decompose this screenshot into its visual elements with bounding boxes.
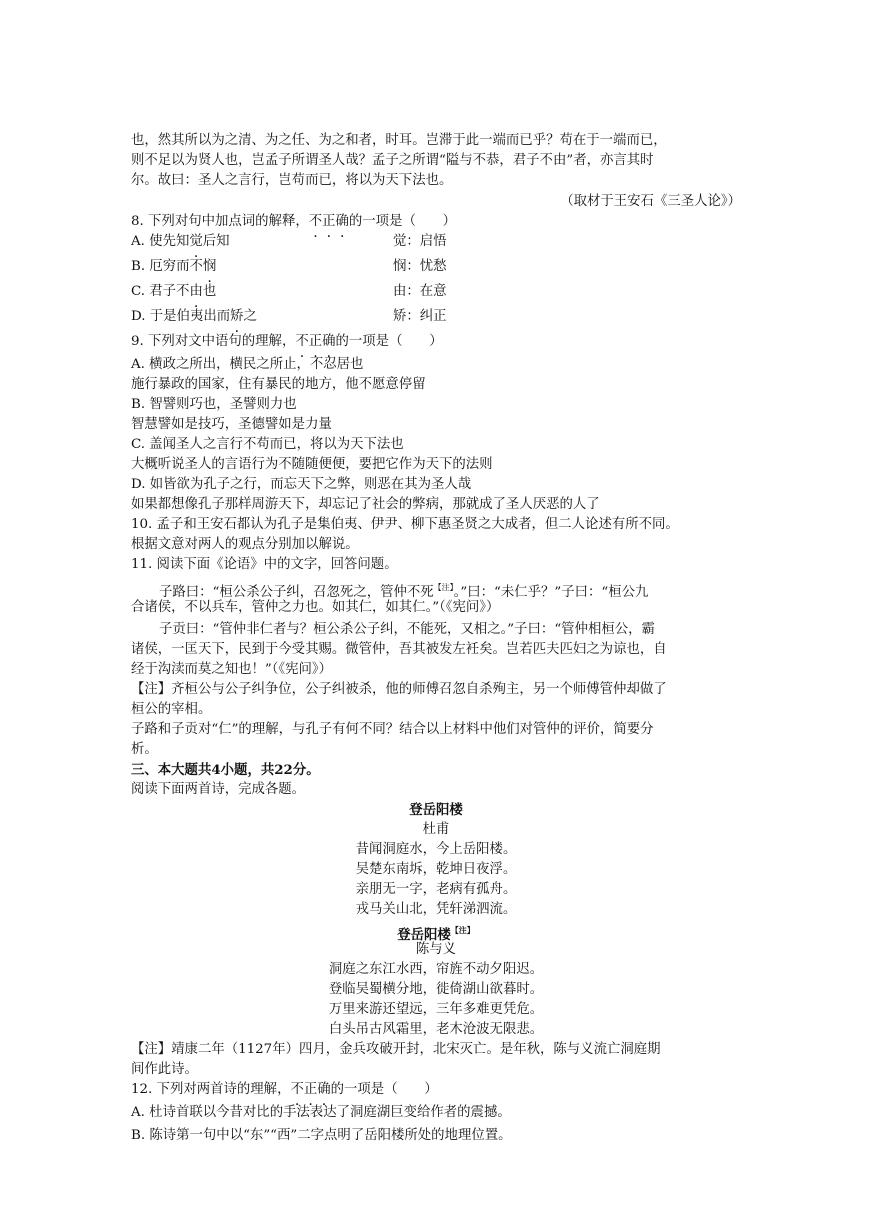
q11-passage-1: 子路曰：“桓公杀公子纠，召忽死之，管仲不死$^{【注】}$。”曰：“未仁乎？”子曰：“桓公九 [159, 583, 649, 600]
poem1-line: 吴楚东南坼，乾坤日夜浮。 [355, 862, 517, 877]
intro-line-2: 则不足以为贤人也，岂孟子所谓圣人哉？孟子之所谓“隘与不恭，君子不由”者，亦言其时 [131, 153, 654, 168]
q8-option-c: C. 君子不由也 由：在意 [131, 284, 447, 299]
poem2-line: 万里来游还望远，三年多难更凭危。 [328, 1002, 544, 1017]
note-marker: 【注】 [450, 925, 475, 935]
q9-line: B. 智譬则巧也，圣譬则力也 [131, 397, 297, 412]
q10-line-2: 根据文意对两人的观点分别加以解说。 [131, 537, 359, 552]
note-marker: 【注】 [433, 583, 454, 592]
poem1-line: 昔闻洞庭水，今上岳阳楼。 [355, 842, 517, 857]
q9-line: A. 横政之所出，横民之所止，不忍居也 [131, 357, 364, 372]
source-citation: （取材于王安石《三圣人论》） [560, 194, 741, 209]
section-heading: 三、本大题共4小题，共22分。 [131, 762, 320, 778]
q9-line: D. 如皆欲为孔子之行，而忘天下之弊，则恶在其为圣人哉 [131, 477, 472, 492]
q11-note: 【注】齐桓公与公子纠争位，公子纠被杀，他的师傅召忽自杀殉主，另一个师傅管仲却做了 [131, 682, 667, 697]
q12-stem: 12. 下列对两首诗的理解，不正确的一项是（ ） [131, 1082, 438, 1097]
q11-passage-1-cont: 合诸侯，不以兵车，管仲之力也。如其仁，如其仁。”（《宪问》） [131, 600, 500, 615]
q11-passage-2: 子贡曰：“管仲非仁者与？桓公杀公子纠，不能死，又相之。”子曰：“管仲相桓公，霸 [159, 622, 655, 637]
q8-stem: 8. 下列对句中加点词的解释，不正确的一项是（ ） [131, 214, 457, 229]
q11-passage-2-cont: 经于沟渎而莫之知也！”（《宪问》） [131, 662, 332, 677]
poem2-note-cont: 间作此诗。 [131, 1062, 198, 1077]
q9-line: C. 盖闻圣人之言行不苟而已，将以为天下法也 [131, 437, 404, 452]
poem2-author: 陈与义 [415, 942, 457, 957]
q9-stem: 9. 下列对文中语句的理解，不正确的一项是（ ） [131, 334, 443, 349]
q9-line: 如果都想像孔子那样周游天下，却忘记了社会的弊病，那就成了圣人厌恶的人了 [131, 497, 600, 512]
poem1-line: 戎马关山北，凭轩涕泗流。 [355, 902, 517, 917]
q11-note-cont: 桓公的宰相。 [131, 702, 212, 717]
q10-line-1: 10. 孟子和王安石都认为孔子是集伯夷、伊尹、柳下惠圣贤之大成者，但二人论述有所不同。 [131, 517, 679, 532]
q8-option-d: D. 于是伯夷出而矫之 矫：纠正 [131, 309, 447, 324]
poem2-line: 白头吊古风霜里，老木沧波无限悲。 [328, 1022, 544, 1037]
poem1-author: 杜甫 [422, 822, 450, 837]
q9-line: 智慧譬如是技巧，圣德譬如是力量 [131, 417, 332, 432]
reading-instruction: 阅读下面两首诗，完成各题。 [131, 782, 306, 797]
q8-option-b: B. 厄穷而不悯 悯：忧愁 [131, 259, 447, 274]
q12-option-b: B. 陈诗第一句中以“东”“西”二字点明了岳阳楼所处的地理位置。 [131, 1128, 512, 1143]
q11-passage-2-cont: 诸侯，一匡天下，民到于今受其赐。微管仲，吾其被发左衽矣。岂若匹夫匹妇之为谅也，自 [131, 642, 667, 657]
intro-line-3: 尔。故曰：圣人之言行，岂苟而已，将以为天下法也。 [131, 173, 453, 188]
poem2-title: 登岳阳楼$^{【注】}$ [397, 925, 475, 943]
poem1-title: 登岳阳楼 [409, 802, 463, 818]
intro-line-1: 也，然其所以为之清、为之任、为之和者，时耳。岂滞于此一端而已乎？苟在于一端而已， [131, 133, 667, 148]
q11-question-cont: 析。 [131, 742, 158, 757]
q9-line: 大概听说圣人的言语行为不随随便便，要把它作为天下的法则 [131, 457, 493, 472]
poem2-note: 【注】靖康二年（1127年）四月，金兵攻破开封，北宋灭亡。是年秋，陈与义流亡洞庭期 [131, 1042, 661, 1057]
q11-stem: 11. 阅读下面《论语》中的文字，回答问题。 [131, 557, 398, 572]
q11-question: 子路和子贡对“仁”的理解，与孔子有何不同？结合以上材料中他们对管仲的评价，简要分 [131, 722, 654, 737]
q8-option-a: A. 使先知觉后知 觉：启悟 [131, 234, 447, 249]
poem2-line: 登临吴蜀横分地，徙倚湖山欲暮时。 [328, 982, 544, 997]
q9-line: 施行暴政的国家，住有暴民的地方，他不愿意停留 [131, 377, 426, 392]
q12-option-a: A. 杜诗首联以今昔对比的手法表达了洞庭湖巨变给作者的震撼。 [131, 1105, 511, 1120]
poem2-line: 洞庭之东江水西，帘旌不动夕阳迟。 [328, 962, 544, 977]
poem1-line: 亲朋无一字，老病有孤舟。 [355, 882, 517, 897]
